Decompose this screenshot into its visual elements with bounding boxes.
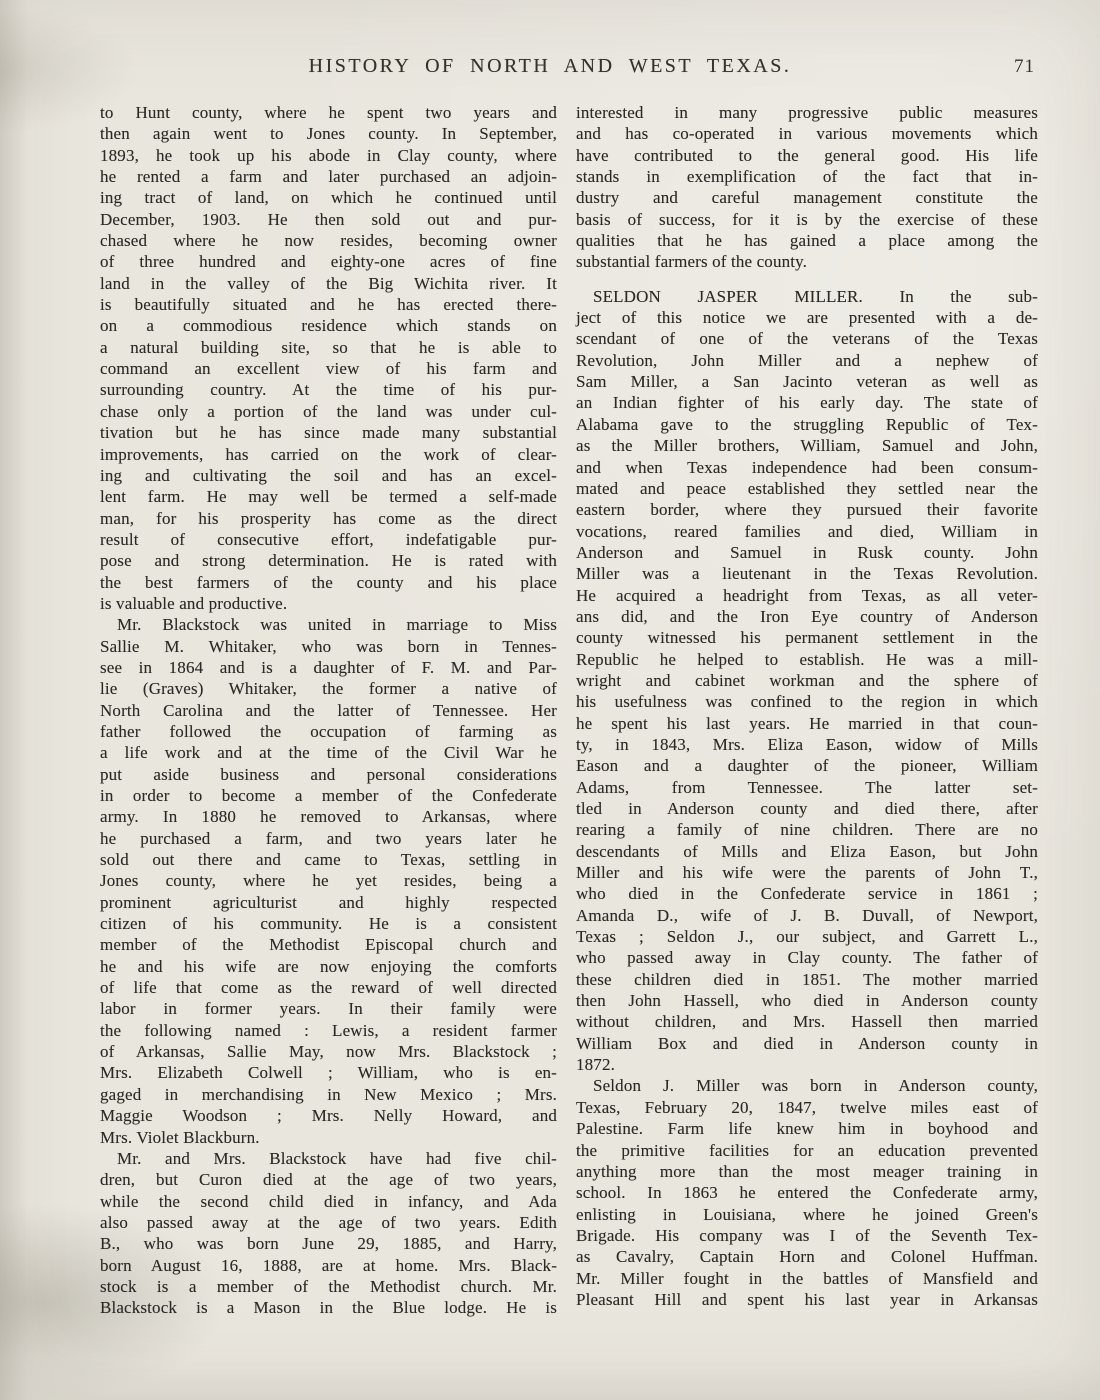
text-line: qualities that he has gained a place among the [576,231,1038,251]
text-line: tivation but he has since made many substantial [100,423,557,443]
text-line: Republic he helped to establish. He was a mill- [576,649,1038,669]
text-line: Mr. and Mrs. Blackstock have had five chil- [117,1148,557,1168]
text-line: enlisting in Louisiana, where he joined Green's [576,1204,1038,1224]
text-line: Blackstock is a Mason in the Blue lodge. He is [100,1298,557,1318]
text-line: the best farmers of the county and his place [100,572,557,592]
text-line: Mr. Blackstock was united in marriage to Miss [117,615,557,635]
text-line: his usefulness was confined to the region in which [576,692,1038,712]
text-line: as Cavalry, Captain Horn and Colonel Huffman. [576,1247,1038,1267]
text-line: eastern border, where they pursued their favorite [576,500,1038,520]
text-line: dustry and careful management constitute the [576,188,1038,208]
text-line: he rented a farm and later purchased an adjoin- [100,167,557,187]
text-line: Mrs. Elizabeth Colwell ; William, who is en- [100,1063,557,1083]
text-line: prominent agriculturist and highly respected [100,892,557,912]
text-line: also passed away at the age of two years. Edith [100,1212,557,1232]
paragraph [576,286,1038,1076]
text-line: put aside business and personal considerations [100,764,557,784]
text-line: B., who was born June 29, 1885, and Harry, [100,1234,557,1254]
text-line: rearing a family of nine children. There are no [576,820,1038,840]
text-line: a natural building site, so that he is able to [100,337,557,357]
text-line: ing tract of land, on which he continued until [100,188,557,208]
text-line: then John Hassell, who died in Anderson county [576,991,1038,1011]
text-line: North Carolina and the latter of Tennessee. Her [100,700,557,720]
text-line: who died in the Confederate service in 1861 ; [576,884,1038,904]
paragraph [100,102,557,614]
text-line: Seldon J. Miller was born in Anderson county, [593,1076,1038,1096]
text-line: and when Texas independence had been consum- [576,457,1038,477]
text-line: of three hundred and eighty-one acres of fine [100,252,557,272]
text-line: mated and peace established they settled near the [576,478,1038,498]
text-line: in order to become a member of the Confederate [100,786,557,805]
text-line: Miller was a lieutenant in the Texas Revolution. [576,564,1038,584]
text-line: basis of success, for it is by the exercise of these [576,209,1038,229]
text-line: and has co-operated in various movements which [576,124,1038,144]
text-line: Amanda D., wife of J. B. Duvall, of Newport, [576,905,1038,925]
text-line: Anderson and Samuel in Rusk county. John [576,542,1038,562]
text-line: December, 1903. He then sold out and pur- [100,209,557,229]
text-line: land in the valley of the Big Wichita river. It [100,273,557,293]
page-header [0,55,1100,85]
text-line: who passed away in Clay county. The father of [576,948,1038,968]
text-line: result of consecutive effort, indefatigable pur- [100,529,557,549]
text-line: chase only a portion of the land was under cul- [100,401,557,421]
paragraph [100,1148,557,1319]
text-line: chased where he now resides, becoming owner [100,231,557,251]
text-line: Mrs. Violet Blackburn. [100,1127,260,1147]
right-column [576,102,1038,1319]
text-line: on a commodious residence which stands on [100,316,557,336]
text-line: county witnessed his permanent settlement in the [576,628,1038,648]
text-line: Alabama gave to the struggling Republic of Tex- [576,414,1038,434]
text-line: command an excellent view of his farm and [100,359,557,379]
text-line: born August 16, 1888, are at home. Mrs. Black- [100,1255,557,1275]
text-line: then again went to Jones county. In September, [100,124,557,144]
text-line: he spent his last years. He married in that coun- [576,713,1038,733]
text-line: stands in exemplification of the fact that in- [576,167,1038,187]
text-line: 1872. [576,1055,615,1075]
text-line: sold out there and came to Texas, settling in [100,850,557,870]
text-line: substantial farmers of the county. [576,252,808,272]
text-line: lie (Graves) Whitaker, the former a native of [100,679,557,699]
text-line: 1893, he took up his abode in Clay county, where [100,145,557,165]
text-line: ty, in 1843, Mrs. Eliza Eason, widow of Mills [576,734,1038,754]
text-line: a life work and at the time of the Civil War he [100,743,557,763]
paragraph [576,1075,1038,1310]
text-line: Pleasant Hill and spent his last year in Arkansas [576,1289,1038,1309]
text-line: lent farm. He may well be termed a self-made [100,487,557,507]
text-line: army. In 1880 he removed to Arkansas, where [100,807,557,827]
text-line: of life that come as the reward of well directed [100,978,557,998]
text-line: school. In 1863 he entered the Confederate army, [576,1183,1038,1203]
text-line: Palestine. Farm life knew him in boyhood and [576,1119,1038,1139]
text-line: is beautifully situated and he has erected there- [100,295,557,315]
text-line: without children, and Mrs. Hassell then married [576,1012,1038,1032]
text-columns [100,102,1038,1319]
text-line: Maggie Woodson ; Mrs. Nelly Howard, and [100,1106,557,1126]
text-line: pose and strong determination. He is rated with [100,551,557,571]
text-line: he and his wife are now enjoying the comforts [100,956,557,976]
text-line: He acquired a headright from Texas, as all veter- [576,585,1038,605]
text-line: see in 1864 and is a daughter of F. M. and Par- [100,657,557,677]
text-line: member of the Methodist Episcopal church and [100,935,557,955]
text-line: Mr. Miller fought in the battles of Mansfield and [576,1268,1038,1288]
text-line: William Box and died in Anderson county in [576,1033,1038,1053]
text-line: father followed the occupation of farming as [100,721,557,741]
text-line: Jones county, where he yet resides, being a [100,871,557,891]
text-line: interested in many progressive public measures [576,103,1038,122]
text-line: of Arkansas, Sallie May, now Mrs. Blackstock ; [100,1042,557,1062]
paragraph [576,102,1038,273]
text-line: ans did, and the Iron Eye country of Anderson [576,606,1038,626]
left-column [100,102,557,1319]
text-line: while the second child died in infancy, and Ada [100,1191,557,1211]
text-line: Revolution, John Miller and a nephew of [576,350,1038,370]
text-line: Miller and his wife were the parents of John T., [576,863,1038,883]
text-line: Texas, February 20, 1847, twelve miles east of [576,1097,1038,1117]
text-line: dren, but Curon died at the age of two years, [100,1170,557,1190]
text-line: is valuable and productive. [100,593,288,613]
text-line: ject of this notice we are presented with a de- [576,308,1038,328]
text-line: these children died in 1851. The mother married [576,969,1038,989]
text-line: Brigade. His company was I of the Seventh Tex- [576,1225,1038,1245]
text-line: descendants of Mills and Eliza Eason, but John [576,841,1038,861]
text-line: have contributed to the general good. His life [576,145,1038,165]
page-number: 71 [1014,56,1035,77]
text-line: tled in Anderson county and died there, after [576,799,1038,818]
text-line: anything more than the most meager training in [576,1161,1038,1181]
text-line: ing and cultivating the soil and has an excel- [100,465,557,485]
text-line: stock is a member of the Methodist church. Mr. [100,1276,557,1296]
text-line: Adams, from Tennessee. The latter set- [576,777,1038,797]
text-line: vocations, reared families and died, William in [576,521,1038,541]
text-line: scendant of one of the veterans of the Texas [576,329,1038,349]
text-line: an Indian fighter of his early day. The state of [576,393,1038,413]
text-line: Texas ; Seldon J., our subject, and Garrett L., [576,927,1038,947]
text-line: as the Miller brothers, William, Samuel and John, [576,436,1038,456]
text-line: the following named : Lewis, a resident farmer [100,1020,557,1040]
text-line: citizen of his community. He is a consistent [100,914,557,934]
text-line: gaged in merchandising in New Mexico ; Mrs. [100,1084,557,1104]
text-line: Eason and a daughter of the pioneer, William [576,756,1038,776]
page-title: HISTORY OF NORTH AND WEST TEXAS. [308,55,792,77]
text-line: to Hunt county, where he spent two years and [100,103,557,122]
paragraph [100,614,557,1148]
text-line: labor in former years. In their family were [100,999,557,1019]
text-line: Sam Miller, a San Jacinto veteran as well as [576,372,1038,392]
text-line: man, for his prosperity has come as the direct [100,508,557,528]
text-line: improvements, has carried on the work of clear- [100,444,557,464]
text-line: Sallie M. Whitaker, who was born in Tennes- [100,636,557,656]
text-line: the primitive facilities for an education prevented [576,1140,1038,1160]
text-line: he purchased a farm, and two years later he [100,828,557,848]
text-line: wright and cabinet workman and the sphere of [576,670,1038,690]
text-line: surrounding country. At the time of his pur- [100,380,557,400]
text-line: SELDON JASPER MILLER. In the sub- [593,286,1038,306]
